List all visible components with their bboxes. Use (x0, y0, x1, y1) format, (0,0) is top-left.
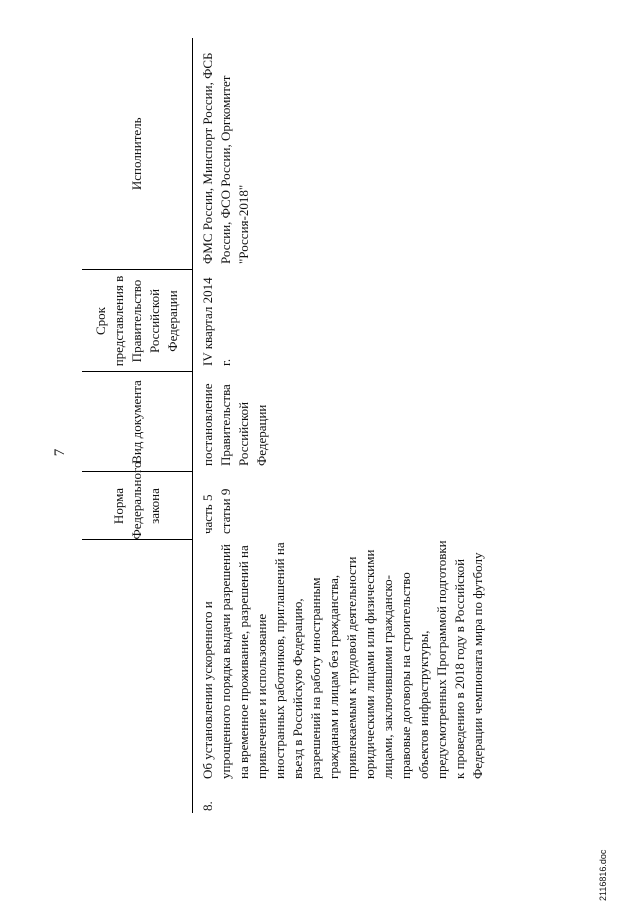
row-executor: ФМС России, Минспорт России, ФСБ России, ФСО России, Оргкомитет "Россия-2018" (200, 52, 251, 264)
header-executor: Исполнитель (82, 38, 193, 270)
header-number (82, 785, 193, 813)
table-header-row (82, 38, 193, 813)
header-term: Срок представления в Правительство Российской Федерации (82, 270, 193, 372)
header-norm: Норма Федерального закона (82, 472, 193, 540)
row-name: Об установлении ускоренного и упрощенного порядка выдачи разрешений на временное проживание, разрешений на привлечение и использование иностранных работников, приглашений на въезд в Российскую Федерацию, разрешений на работу иностранным гражданам и лицам без гражданства, привлекаемым к трудовой деятельности юридическими лицами или физическими лицами, заключившими гражданско-правовые договоры на строительство объектов инфраструктуры, предусмотренных Программой подготовки к проведению в 2018 году в Российской Федерации чемпионата мира по футболу (200, 540, 485, 779)
row-term: IV квартал 2014 г. (200, 277, 233, 366)
row-kind: постановление Правительства Российской Федерации (200, 383, 269, 466)
page-number: 7 (52, 448, 68, 457)
table-row (193, 38, 488, 813)
header-kind: Вид документа (82, 372, 193, 472)
document-code: 2116816.doc (598, 849, 608, 901)
row-number: 8. (200, 801, 215, 811)
header-name (82, 540, 193, 785)
document-table (82, 38, 487, 813)
row-norm: часть 5 статьи 9 (200, 488, 233, 534)
